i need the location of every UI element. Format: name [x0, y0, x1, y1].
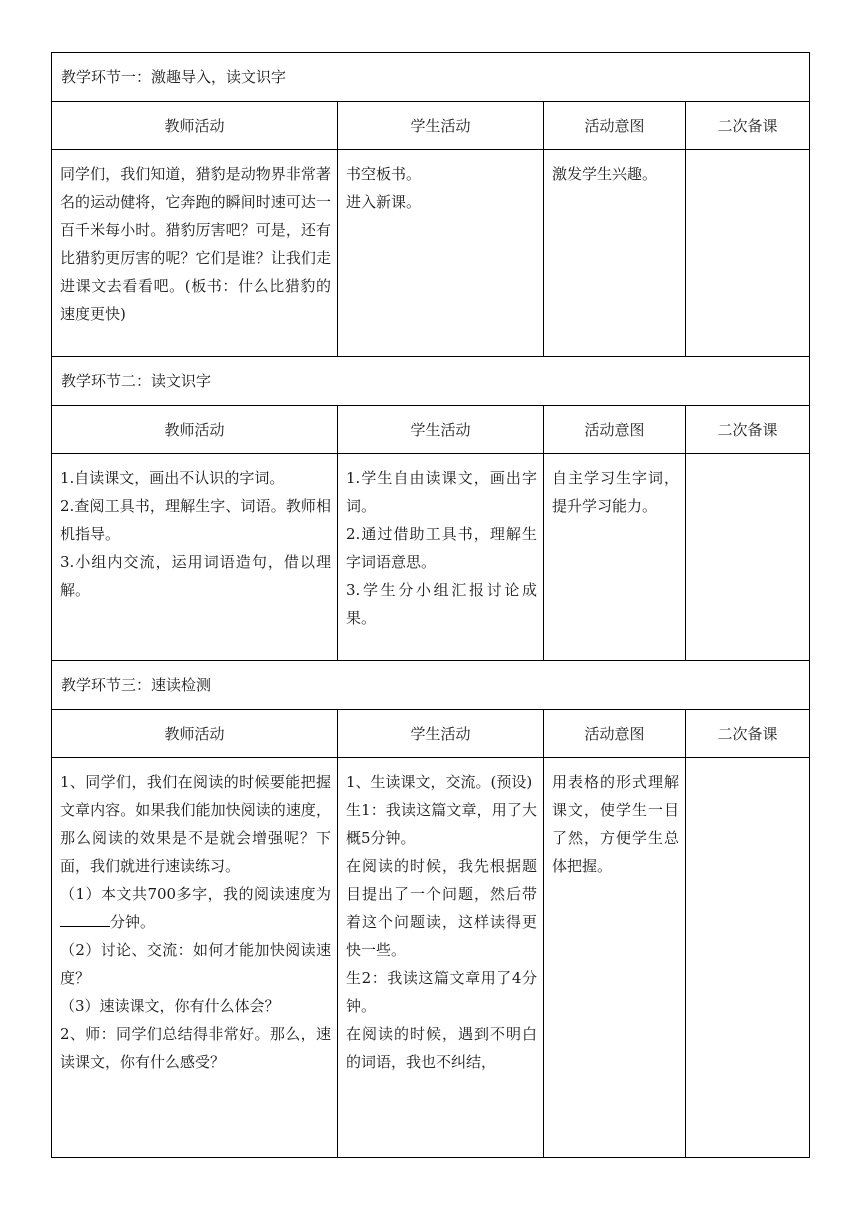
student-paragraph: 在阅读的时候，遇到不明白的词语，我也不纠结，: [346, 1025, 537, 1071]
header-student: 学生活动: [338, 406, 544, 454]
section-title-row: [52, 661, 810, 710]
header-notes: 二次备课: [686, 406, 810, 454]
student-paragraph: 2.通过借助工具书，理解生字词语意思。: [346, 525, 537, 571]
intent-paragraph: 激发学生兴趣。: [552, 165, 658, 183]
student-activity-cell: [338, 150, 544, 357]
section-title: 教学环节二：读文识字: [52, 357, 810, 406]
header-notes: 二次备课: [686, 710, 810, 758]
content-row: [52, 758, 810, 1158]
lesson-plan-table: [51, 52, 810, 1158]
header-teacher: 教师活动: [52, 710, 338, 758]
answer-blank: [60, 909, 110, 927]
header-notes: 二次备课: [686, 102, 810, 150]
teacher-text: 分钟。: [110, 913, 156, 931]
notes-cell: [686, 758, 810, 1158]
teacher-paragraph: 同学们，我们知道，猎豹是动物界非常著名的运动健将，它奔跑的瞬间时速可达一百千米每小时。猎豹厉害吧？可是，还有比猎豹更厉害的呢？它们是谁？让我们走进课文去看看吧。(板书：什么比猎豹的速度更快): [60, 165, 331, 323]
teacher-paragraph: 2、师：同学们总结得非常好。那么，速读课文，你有什么感受？: [60, 1025, 331, 1071]
student-paragraph: 书空板书。: [346, 165, 422, 183]
student-paragraph: 3.学生分小组汇报讨论成果。: [346, 581, 537, 627]
intent-cell: [544, 454, 686, 661]
notes-cell: [686, 150, 810, 357]
teacher-activity-cell: [52, 454, 338, 661]
section-title: 教学环节一：激趣导入，读文识字: [52, 53, 810, 102]
header-row: [52, 406, 810, 454]
section-title-row: [52, 53, 810, 102]
notes-cell: [686, 454, 810, 661]
teacher-paragraph: 2.查阅工具书，理解生字、词语。教师相机指导。: [60, 497, 331, 543]
header-row: [52, 710, 810, 758]
header-teacher: 教师活动: [52, 102, 338, 150]
header-intent: 活动意图: [544, 406, 686, 454]
intent-paragraph: 用表格的形式理解课文，使学生一目了然，方便学生总体把握。: [552, 773, 679, 875]
teacher-paragraph: [60, 880, 331, 936]
teacher-paragraph: （3）速读课文，你有什么体会？: [60, 997, 280, 1015]
student-paragraph: 1.学生自由读课文，画出字词。: [346, 469, 537, 515]
header-intent: 活动意图: [544, 102, 686, 150]
teacher-paragraph: 3.小组内交流，运用词语造句，借以理解。: [60, 553, 331, 599]
section-title: 教学环节三：速读检测: [52, 661, 810, 710]
intent-paragraph: 自主学习生字词，提升学习能力。: [552, 469, 679, 515]
student-paragraph: 生1：我读这篇文章，用了大概5分钟。: [346, 801, 537, 847]
teacher-paragraph: 1、同学们，我们在阅读的时候要能把握文章内容。如果我们能加快阅读的速度，那么阅读的效果是不是就会增强呢？下面，我们就进行速读练习。: [60, 773, 331, 875]
header-student: 学生活动: [338, 710, 544, 758]
intent-cell: [544, 150, 686, 357]
student-activity-cell: [338, 758, 544, 1158]
section-title-row: [52, 357, 810, 406]
teacher-activity-cell: [52, 758, 338, 1158]
header-intent: 活动意图: [544, 710, 686, 758]
student-activity-cell: [338, 454, 544, 661]
student-paragraph: 进入新课。: [346, 193, 422, 211]
content-row: [52, 150, 810, 357]
teacher-paragraph: 1.自读课文，画出不认识的字词。: [60, 469, 285, 487]
teacher-text: （1）本文共700多字，我的阅读速度为: [60, 885, 331, 903]
header-teacher: 教师活动: [52, 406, 338, 454]
header-student: 学生活动: [338, 102, 544, 150]
student-paragraph: 生2：我读这篇文章用了4分钟。: [346, 969, 537, 1015]
teacher-paragraph: （2）讨论、交流：如何才能加快阅读速度？: [60, 941, 331, 987]
intent-cell: [544, 758, 686, 1158]
teacher-activity-cell: [52, 150, 338, 357]
student-paragraph: 在阅读的时候，我先根据题目提出了一个问题，然后带着这个问题读，这样读得更快一些。: [346, 857, 537, 959]
content-row: [52, 454, 810, 661]
header-row: [52, 102, 810, 150]
student-paragraph: 1、生读课文，交流。(预设): [346, 773, 533, 791]
